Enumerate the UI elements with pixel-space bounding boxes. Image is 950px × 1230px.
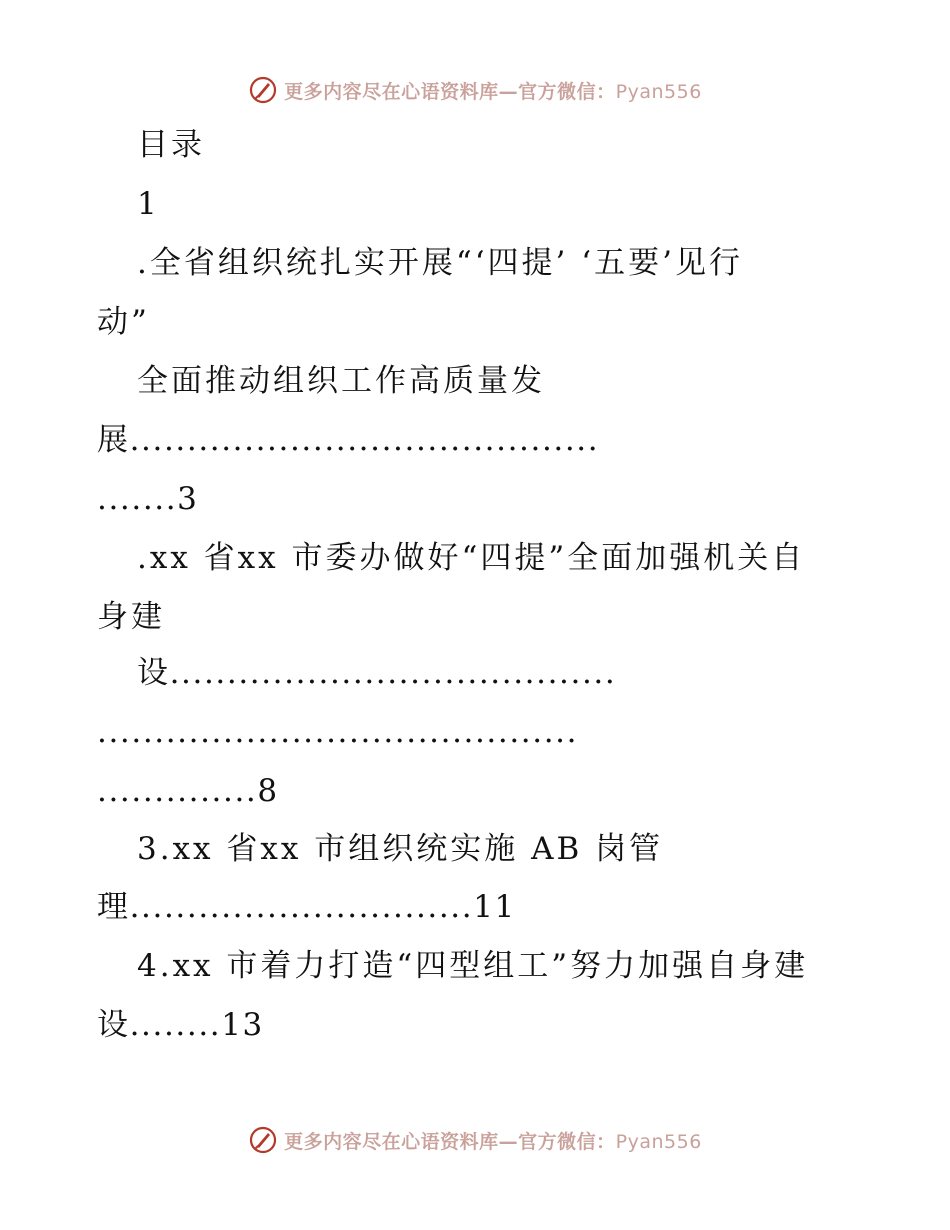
toc-line: 设........13 xyxy=(97,1007,264,1043)
toc-line: 4.xx 市着力打造“四型组工”努力加强自身建 xyxy=(137,948,809,984)
toc-title: 目录 xyxy=(137,127,205,163)
toc-line: 理..............................11 xyxy=(97,889,516,925)
toc-line: 设....................................... xyxy=(137,655,617,691)
quill-pen-logo-icon xyxy=(248,75,278,105)
quill-pen-logo-icon xyxy=(248,1125,278,1155)
toc-line: ..............8 xyxy=(97,773,279,809)
toc-line: .xx 省xx 市委办做好“四提”全面加强机关自 xyxy=(137,540,806,576)
toc-line: .......3 xyxy=(97,481,199,517)
toc-line: .全省组织统扎实开展“‘四提’ ‘五要’见行 xyxy=(137,245,743,281)
toc-line: 1 xyxy=(137,186,160,222)
footer-watermark xyxy=(0,1120,950,1160)
toc-line: 全面推动组织工作高质量发 xyxy=(137,363,545,399)
watermark-text: 更多内容尽在心语资料库—官方微信：Pyan556 xyxy=(284,80,702,103)
toc-line: 3.xx 省xx 市组织统实施 AB 岗管 xyxy=(137,831,664,867)
toc-line: .......................................... xyxy=(97,714,579,750)
header-watermark xyxy=(0,70,950,110)
toc-line: 动” xyxy=(97,304,150,340)
watermark-text: 更多内容尽在心语资料库—官方微信：Pyan556 xyxy=(284,1130,702,1153)
toc-line: 展......................................... xyxy=(97,422,600,458)
toc-line: 身建 xyxy=(97,599,165,635)
